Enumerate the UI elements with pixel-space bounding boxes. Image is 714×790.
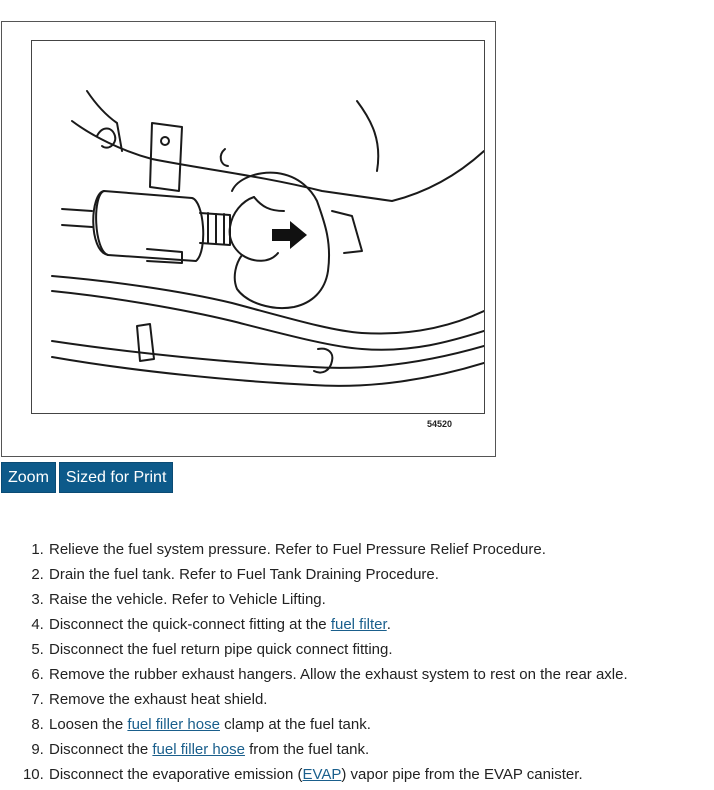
step-5: 5. Disconnect the fuel return pipe quick connect fitting. <box>48 637 714 662</box>
fitting-ribs <box>208 213 224 244</box>
strap-bolt <box>161 137 169 145</box>
filter-label-tab <box>147 249 182 263</box>
fuel-filter-link[interactable]: fuel filter <box>330 616 387 633</box>
step-7: 7. Remove the exhaust heat shield. <box>48 687 714 712</box>
evap-link[interactable]: EVAP <box>302 766 342 783</box>
step-2: 2. Drain the fuel tank. Refer to Fuel Tank Draining Procedure. <box>48 562 714 587</box>
finger-line <box>242 253 278 261</box>
step-6: 6. Remove the rubber exhaust hangers. Allow the exhaust system to rest on the rear axle. <box>48 662 714 687</box>
bracket-left <box>87 91 122 151</box>
mounting-strap <box>150 123 182 191</box>
frame-rail-upper <box>52 276 484 334</box>
procedure-steps <box>0 537 714 787</box>
step-8: 8. Loosen the fuel filler hose clamp at the fuel tank. <box>48 712 714 737</box>
image-buttons <box>1 462 173 493</box>
step-4: 4. Disconnect the quick-connect fitting at the fuel filter. <box>48 612 714 637</box>
figure-number: 54520 <box>427 419 453 429</box>
inlet-pipe-lower <box>62 225 92 227</box>
lower-pipe-upper <box>52 341 484 368</box>
pipe-clamp-left <box>137 324 154 361</box>
zoom-button[interactable]: Zoom <box>1 462 56 493</box>
fuel-filter-illustration <box>31 40 485 414</box>
step-1: 1. Relieve the fuel system pressure. Refer to Fuel Pressure Relief Procedure. <box>48 537 714 562</box>
step-10: 10. Disconnect the evaporative emission (EVAP) vapor pipe from the EVAP canister. <box>48 762 714 787</box>
panel-contour <box>357 101 378 171</box>
step-3: 3. Raise the vehicle. Refer to Vehicle Lifting. <box>48 587 714 612</box>
fuel-filter-body <box>96 191 203 261</box>
pipe-clamp-right <box>314 349 332 373</box>
step-9: 9. Disconnect the fuel filler hose from the fuel tank. <box>48 737 714 762</box>
line-drawing <box>32 41 485 414</box>
panel-hole <box>221 149 228 166</box>
thumb-line <box>254 197 284 211</box>
figure-frame <box>1 21 496 457</box>
inlet-pipe-upper <box>62 209 92 211</box>
frame-rail-lower <box>52 291 484 350</box>
right-bracket <box>332 211 362 253</box>
fuel-filler-hose-link[interactable]: fuel filler hose <box>127 716 220 733</box>
body-panel-edge <box>72 121 484 201</box>
fuel-filler-hose-link[interactable]: fuel filler hose <box>152 741 245 758</box>
pull-direction-arrow <box>272 221 307 249</box>
sized-for-print-button[interactable]: Sized for Print <box>59 462 173 493</box>
